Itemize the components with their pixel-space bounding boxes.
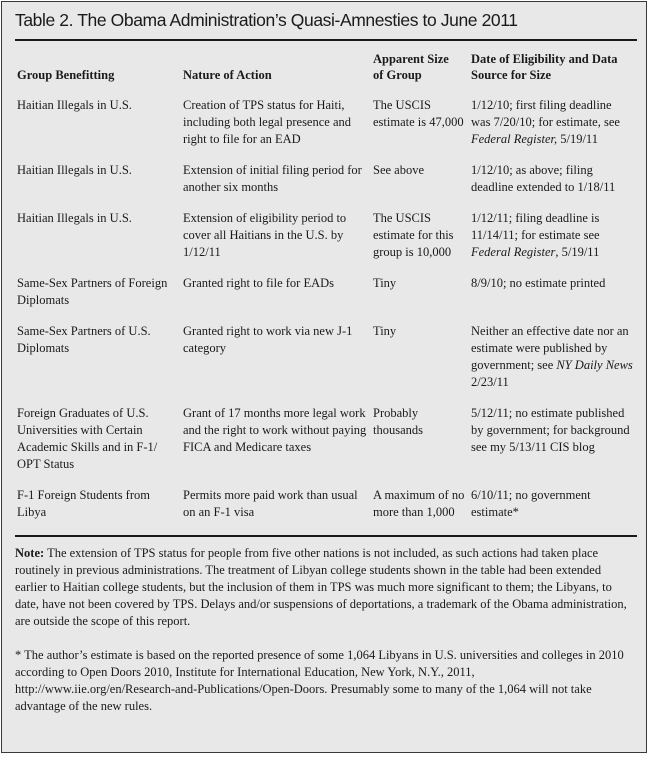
header-date-line2: Source for Size bbox=[471, 68, 552, 82]
table-row bbox=[15, 323, 637, 405]
cell-date-source: Federal Register bbox=[471, 245, 556, 259]
cell-size: Tiny bbox=[373, 276, 397, 290]
cell-group: Same-Sex Partners of U.S. Diplomats bbox=[17, 324, 151, 355]
header-size-line1: Apparent Size bbox=[373, 52, 449, 66]
cell-size: Probably thousands bbox=[373, 406, 423, 437]
quasi-amnesties-table bbox=[15, 51, 637, 535]
header-action: Nature of Action bbox=[183, 68, 272, 82]
cell-date-tail: 2/23/11 bbox=[471, 375, 509, 389]
table-title: Table 2. The Obama Administration’s Quasi-Amnesties to June 2011 bbox=[15, 10, 518, 30]
header-size-line2: of Group bbox=[373, 68, 422, 82]
cell-date: 5/12/11; no estimate published by government; for background see my 5/13/11 CIS blog bbox=[471, 406, 630, 454]
cell-size: See above bbox=[373, 163, 425, 177]
cell-action: Granted right to work via new J-1 category bbox=[183, 324, 353, 355]
cell-action: Extension of eligibility period to cover all Haitians in the U.S. by 1/12/11 bbox=[183, 211, 347, 259]
table-row bbox=[15, 210, 637, 275]
cell-date: 6/10/11; no government estimate* bbox=[471, 488, 591, 519]
cell-action: Grant of 17 months more legal work and the right to work without paying FICA and Medicare taxes bbox=[183, 406, 367, 454]
cell-size: A maximum of no more than 1,000 bbox=[373, 488, 465, 519]
cell-date: 8/9/10; no estimate printed bbox=[471, 276, 606, 290]
note-rule bbox=[15, 535, 637, 537]
table-frame bbox=[1, 1, 647, 753]
cell-date-source: Federal Register, bbox=[471, 132, 558, 146]
cell-action: Granted right to file for EADs bbox=[183, 276, 335, 290]
header-group: Group Benefitting bbox=[17, 68, 115, 82]
cell-group: Haitian Illegals in U.S. bbox=[17, 98, 132, 112]
table-row bbox=[15, 487, 637, 535]
cell-date bbox=[469, 97, 637, 162]
note-label: Note: bbox=[15, 546, 45, 560]
cell-date-source: NY Daily News bbox=[556, 358, 633, 372]
cell-date-text: Neither an effective date nor an estimate were published by government; see bbox=[471, 324, 629, 372]
cell-group: F-1 Foreign Students from Libya bbox=[17, 488, 150, 519]
note-text: The extension of TPS status for people from five other nations is not included, as such actions had taken place routinely in previous administrations. The treatment of Libyan college students shown in the table had been extended earlier to Haitian college students, but the inclusion of them in TPS was much more significant to them; the Libyans, to date, have not been covered by TPS. Delays and/or suspensions of deportations, a trademark of the Obama administration, are outside the scope of this report. bbox=[15, 546, 627, 628]
cell-date-text: 1/12/11; filing deadline is 11/14/11; for estimate see bbox=[471, 211, 600, 242]
cell-size: Tiny bbox=[373, 324, 397, 338]
header-size bbox=[371, 51, 469, 97]
cell-date-text: 1/12/10; first filing deadline was 7/20/10; for estimate, see bbox=[471, 98, 620, 129]
title-rule bbox=[15, 39, 637, 41]
cell-group: Foreign Graduates of U.S. Universities with Certain Academic Skills and in F-1/ OPT Status bbox=[17, 406, 158, 471]
header-date-line1: Date of Eligibility and Data bbox=[471, 52, 618, 66]
table-note bbox=[15, 545, 637, 630]
cell-date: 1/12/10; as above; filing deadline extended to 1/18/11 bbox=[471, 163, 616, 194]
cell-date bbox=[469, 323, 637, 405]
cell-group: Haitian Illegals in U.S. bbox=[17, 163, 132, 177]
cell-action: Extension of initial filing period for another six months bbox=[183, 163, 362, 194]
cell-size: The USCIS estimate is 47,000 bbox=[373, 98, 464, 129]
table-row bbox=[15, 275, 637, 323]
cell-group: Haitian Illegals in U.S. bbox=[17, 211, 132, 225]
cell-action: Creation of TPS status for Haiti, including both legal presence and right to file for an EAD bbox=[183, 98, 351, 146]
cell-date bbox=[469, 210, 637, 275]
header-date bbox=[469, 51, 637, 97]
table-row bbox=[15, 97, 637, 162]
header-row bbox=[15, 51, 637, 97]
cell-date-tail: , 5/19/11 bbox=[555, 245, 600, 259]
cell-size: The USCIS estimate for this group is 10,000 bbox=[373, 211, 454, 259]
table-row bbox=[15, 405, 637, 487]
cell-action: Permits more paid work than usual on an F-1 visa bbox=[183, 488, 358, 519]
table-footnote: * The author’s estimate is based on the reported presence of some 1,064 Libyans in U.S. universities and colleges in 2010 according to Open Doors 2010, Institute for International Education, New York, N.Y., 2011, http://www.iie.org/en/Research-and-Publications/Open-Doors. Presumably some to many of the 1,064 will not take advantage of the new rules. bbox=[15, 648, 624, 713]
cell-date-tail: 5/19/11 bbox=[560, 132, 598, 146]
table-row bbox=[15, 162, 637, 210]
cell-group: Same-Sex Partners of Foreign Diplomats bbox=[17, 276, 168, 307]
